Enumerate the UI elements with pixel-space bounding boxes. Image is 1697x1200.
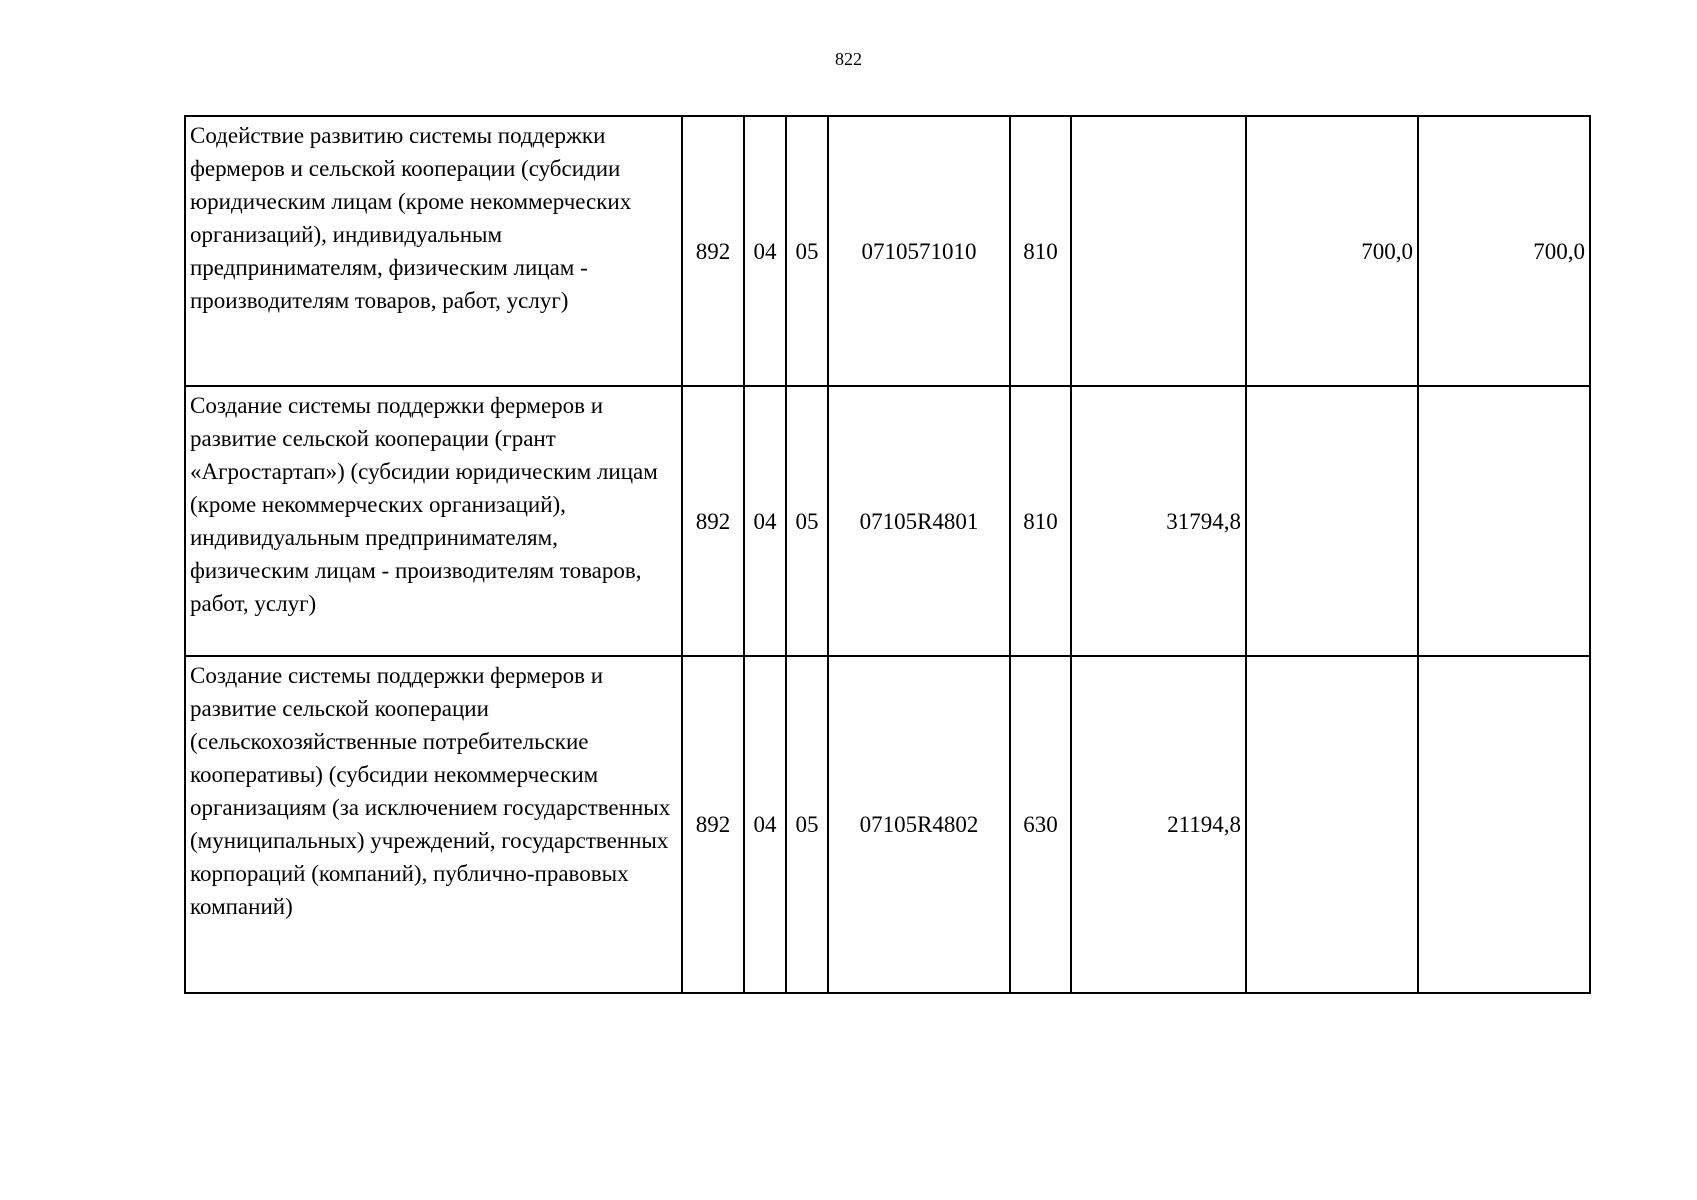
page-number: 822 xyxy=(835,49,862,69)
budget-table xyxy=(184,115,1591,994)
row-description: Создание системы поддержки фермеров и развитие сельской кооперации (сельскохозяйственные потребительские кооперативы) (субсидии некоммерческим организациям (за исключением государственных (муниципальных) учреждений, государственных корпораций (компаний), публично-правовых компаний) xyxy=(185,656,682,993)
subsection-code: 05 xyxy=(786,386,828,656)
expense-type-code: 810 xyxy=(1010,386,1071,656)
row-description: Содействие развитию системы поддержки фермеров и сельской кооперации (субсидии юридическим лицам (кроме некоммерческих организаций), индивидуальным предпринимателям, физическим лицам - производителям товаров, работ, услуг) xyxy=(185,116,682,386)
amount-cell-2 xyxy=(1246,656,1418,993)
ministry-code: 892 xyxy=(682,386,744,656)
amount-cell-3 xyxy=(1418,386,1590,656)
table-row xyxy=(185,386,1590,656)
row-description: Создание системы поддержки фермеров и развитие сельской кооперации (грант «Агростартап») (субсидии юридическим лицам (кроме некоммерческих организаций), индивидуальным предпринимателям, физическим лицам - производителям товаров, работ, услуг) xyxy=(185,386,682,656)
target-item-code: 07105R4802 xyxy=(828,656,1010,993)
amount-cell-1: 31794,8 xyxy=(1071,386,1246,656)
section-code: 04 xyxy=(744,116,786,386)
target-item-code: 0710571010 xyxy=(828,116,1010,386)
table-row xyxy=(185,656,1590,993)
subsection-code: 05 xyxy=(786,656,828,993)
section-code: 04 xyxy=(744,656,786,993)
amount-cell-2: 700,0 xyxy=(1246,116,1418,386)
expense-type-code: 810 xyxy=(1010,116,1071,386)
amount-cell-1: 21194,8 xyxy=(1071,656,1246,993)
table-row xyxy=(185,116,1590,386)
section-code: 04 xyxy=(744,386,786,656)
ministry-code: 892 xyxy=(682,656,744,993)
expense-type-code: 630 xyxy=(1010,656,1071,993)
ministry-code: 892 xyxy=(682,116,744,386)
amount-cell-2 xyxy=(1246,386,1418,656)
amount-cell-1 xyxy=(1071,116,1246,386)
target-item-code: 07105R4801 xyxy=(828,386,1010,656)
subsection-code: 05 xyxy=(786,116,828,386)
amount-cell-3 xyxy=(1418,656,1590,993)
amount-cell-3: 700,0 xyxy=(1418,116,1590,386)
